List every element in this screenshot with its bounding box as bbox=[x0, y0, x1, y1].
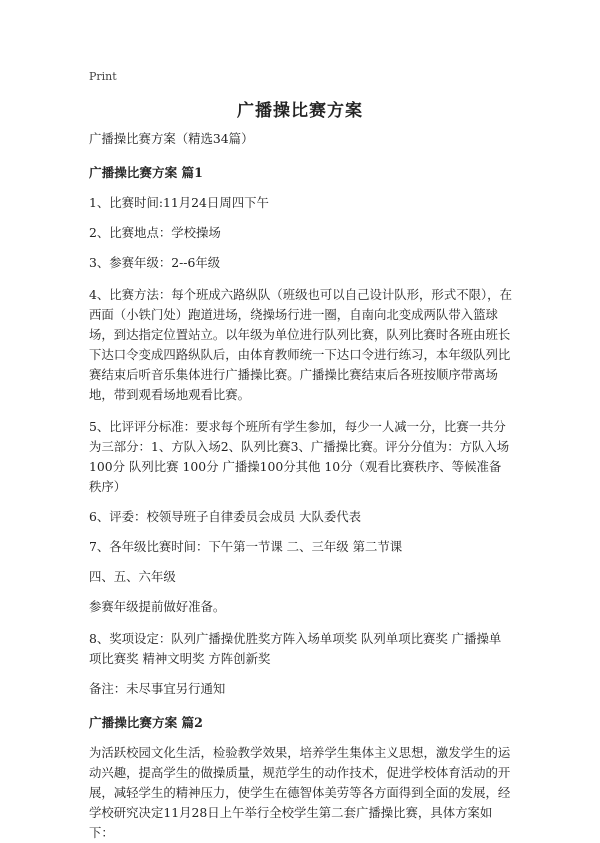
paragraph-note: 备注：未尽事宜另行通知 bbox=[89, 681, 226, 696]
paragraph-method: 4、比赛方法：每个班成六路纵队（班级也可以自己设计队形，形式不限），在西面（小铁门处）跑道进场，绕操场行进一圈，自南向北变成两队带入篮球场，到达指定位置站立。以年级为单位进行队列比赛，队列比赛时各班由班长下达口令变成四路纵队后，由体育教师统一下达口令进行练习，本年级队列比赛结束后听音乐集体进行广播操比赛。广播操比赛结束后各班按顺序带离场地，带到观看场地观看比赛。 bbox=[89, 287, 512, 402]
section-1-title: 广播操比赛方案 篇1 bbox=[89, 165, 203, 180]
document-subtitle: 广播操比赛方案（精选34篇） bbox=[89, 131, 254, 146]
page-title: 广播操比赛方案 bbox=[237, 101, 363, 121]
section-2-title: 广播操比赛方案 篇2 bbox=[89, 715, 203, 730]
document-body bbox=[89, 129, 512, 843]
paragraph-scoring: 5、比评评分标准：要求每个班所有学生参加，每少一人减一分，比赛一共分为三部分：1、方队入场2、队列比赛3、广播操比赛。评分分值为：方队入场 100分 队列比赛 100分 广播操100分其他 10分（观看比赛秩序、等候准备秩序） bbox=[89, 419, 510, 494]
paragraph-prepare: 参赛年级提前做好准备。 bbox=[89, 599, 226, 614]
print-label[interactable]: Print bbox=[89, 70, 117, 83]
paragraph-awards: 8、奖项设定：队列广播操优胜奖方阵入场单项奖 队列单项比赛奖 广播操单项比赛奖 精神文明奖 方阵创新奖 bbox=[89, 631, 502, 666]
paragraph-intro: 为活跃校园文化生活，检验教学效果，培养学生集体主义思想，激发学生的运动兴趣，提高学生的做操质量，规范学生的动作技术，促进学校体育活动的开展，减轻学生的精神压力，使学生在德智体美劳等各方面得到全面的发展，经学校研究决定11月28日上午举行全校学生第二套广播操比赛，具体方案如下： bbox=[89, 745, 511, 840]
paragraph-location: 2、比赛地点：学校操场 bbox=[89, 225, 221, 240]
paragraph-grades: 3、参赛年级：2--6年级 bbox=[89, 255, 221, 270]
paragraph-judges: 6、评委：校领导班子自律委员会成员 大队委代表 bbox=[89, 509, 362, 524]
paragraph-schedule: 7、各年级比赛时间：下午第一节课 二、三年级 第二节课 bbox=[89, 539, 403, 554]
paragraph-schedule-grades: 四、五、六年级 bbox=[89, 569, 176, 584]
paragraph-time: 1、比赛时间:11月24日周四下午 bbox=[89, 195, 269, 210]
